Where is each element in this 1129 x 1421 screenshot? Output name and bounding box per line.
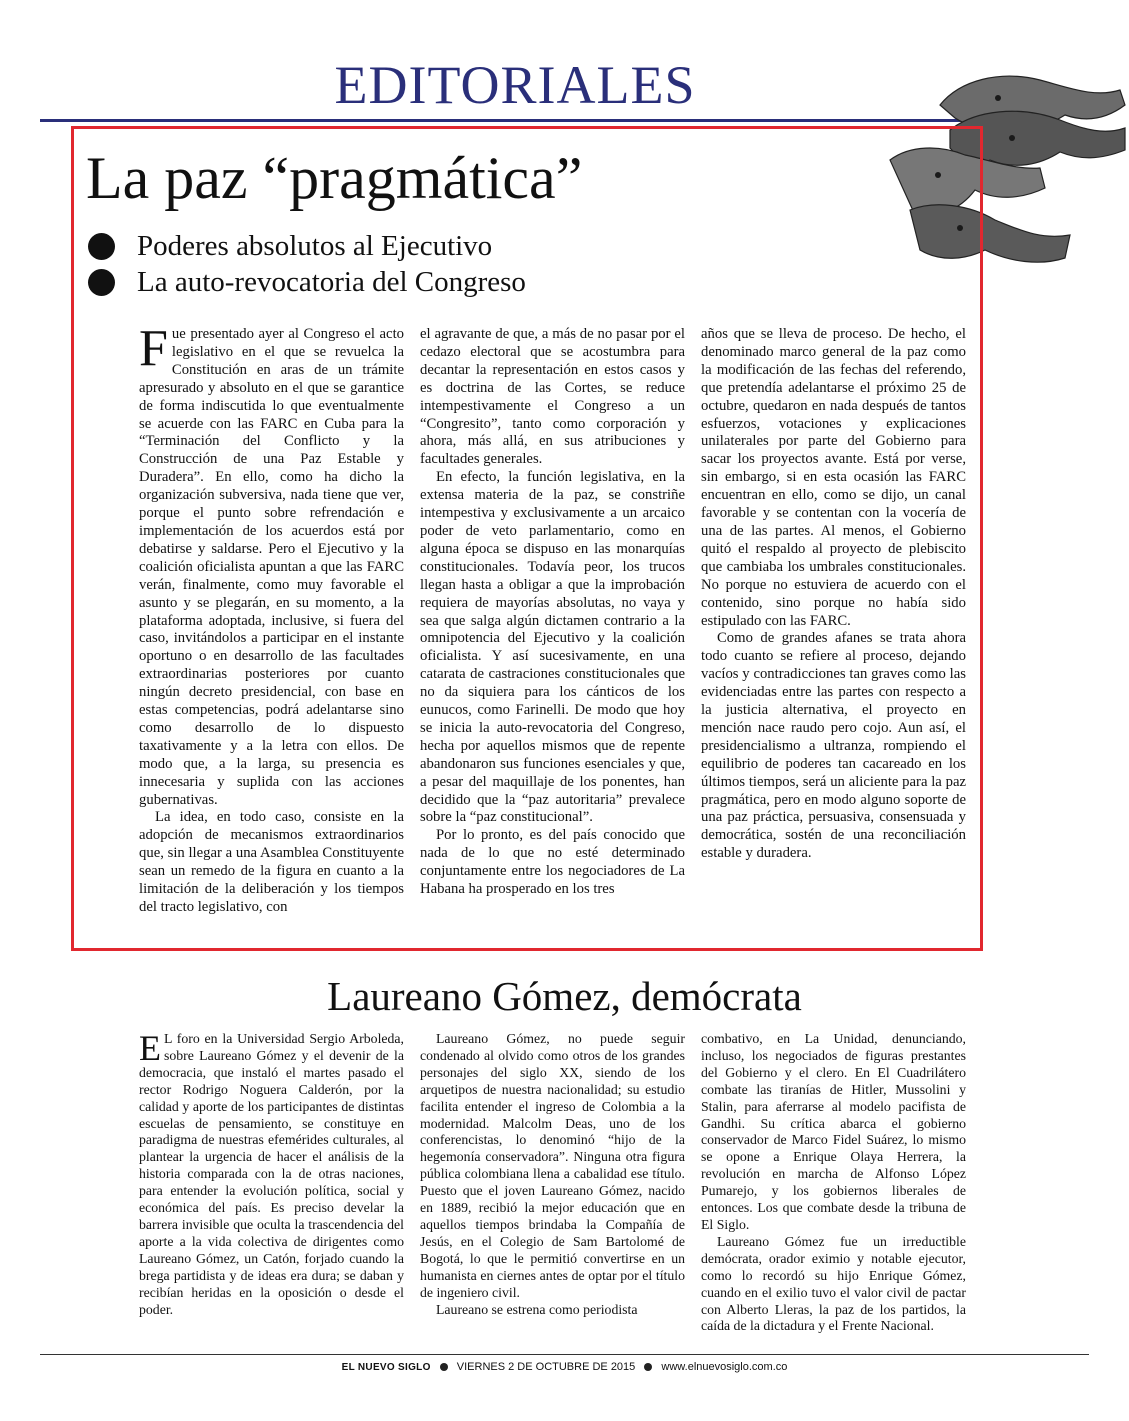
paragraph: Laureano Gómez fue un irreductible demócrata, orador eximio y notable ejecutor, como lo recordó su hijo Enrique Gómez, cuando en el exilio tuvo el valor civil de pactar con Alberto Lleras, la paz de los partidos, la caída de la dictadura y el Frente Nacional.: [701, 1233, 966, 1334]
bullet-dot-icon: [440, 1363, 448, 1371]
section-title: EDITORIALES: [334, 55, 696, 115]
paragraph: Como de grandes afanes se trata ahora todo cuanto se refiere al proceso, dejando vacíos y contradicciones tan graves como las evidenciadas entre las partes con respecto a la justicia alternativa, el proyecto en mención nace raudo pero cojo. Aun así, el presidencialismo a ultranza, rompiendo el equilibrio de poderes tan cacareado en los últimos tiempos, será un aliciente para la paz pragmática, pero en modo alguno soporte de una paz práctica, persuasiva, consensuada y democrática, sostén de una reconciliación estable y duradera.: [701, 630, 966, 862]
second-headline: Laureano Gómez, demócrata: [327, 973, 802, 1019]
bullet-dot-icon: [88, 233, 115, 260]
second-column-3: [701, 1031, 966, 1361]
editorial-bullet: [88, 264, 526, 300]
paragraph: Laureano se estrena como periodista: [436, 1301, 638, 1317]
paragraph: [139, 1028, 404, 1318]
paragraph: el agravante de que, a más de no pasar por el cedazo electoral que se acostumbra para decantar la representación en estos casos y es doctrina de las Cortes, se reduce intempestivamente el Congreso a un “Congresito”, tanto como corporación y ahora, más allá, en sus atribuciones y facultades generales.: [420, 326, 685, 468]
footer-brand: EL NUEVO SIGLO: [341, 1362, 431, 1373]
editorial-bullet: [88, 228, 492, 264]
section-divider: [40, 119, 990, 122]
second-column-1: [139, 1028, 404, 1361]
editorial-column-3: [701, 326, 966, 936]
drop-cap: F: [139, 320, 168, 377]
section-header: [40, 55, 990, 125]
editorial-column-1: [139, 320, 404, 936]
paragraph: [139, 320, 404, 809]
bullet-dot-icon: [88, 269, 115, 296]
paragraph: años que se lleva de proceso. De hecho, el denominado marco general de la paz como la modificación de las fechas del referendo, que pretendía adelantarse el próximo 25 de octubre, quedaron en nada después de tantos esfuerzos, votaciones y explicaciones unilaterales por parte del Gobierno para sacar los proyectos avante. Está por verse, sin embargo, si en esta ocasión las FARC encuentran en ello, como se dijo, un canal favorable y se contentan con la vocería de una de las partes. Al menos, el Gobierno quitó el respaldo al proyecto de plebiscito que cambiaba los umbrales constitucionales. No porque no estuviera de acuerdo con el contenido, sino porque no había sido estipulado con las FARC.: [701, 326, 966, 629]
footer-date: VIERNES 2 DE OCTUBRE DE 2015: [456, 1361, 636, 1373]
paragraph: En efecto, la función legislativa, en la extensa materia de la paz, se constriñe intempestiva y exclusivamente a un arcaico poder de veto parlamentario, como en alguna época se dispuso en las monarquías constitucionales. Todavía peor, los trucos llegan hasta a obligar a que la improbación requiera de mayorías absolutas, no vaya y sea que salga algún dictamen contrario a la omnipotencia del Ejecutivo y la coalición oficialista. Y así sucesivamente, en una catarata de castraciones constitucionales que no da siquiera para los cánticos de los eunucos, como Farinelli. De modo que hoy se inicia la auto-revocatoria del Congreso, hecha por aquellos mismos que de repente abandonaron sus funciones esenciales y que, a pesar del maquillaje de los ponentes, han decidido que la “paz autoritaria” prevalece sobre la “paz constitucional”.: [420, 469, 685, 826]
editorial-bullet-text: La auto-revocatoria del Congreso: [137, 266, 526, 298]
footer-url: www.elnuevosiglo.com.co: [661, 1361, 788, 1373]
drop-cap: E: [139, 1028, 161, 1068]
paragraph-text: L foro en la Universidad Sergio Arboleda, sobre Laureano Gómez y el devenir de la democracia, que instaló el martes pasado el rector Rodrigo Noguera Calderón, por la calidad y aporte de los participantes de distintas escuelas de pensamiento, se constituye en paradigma de nuestras efemérides culturales, al plantear la urgencia de hacer el análisis de la historia comparada con la de otras naciones, para entender la evolución política, social y económica del país. Es preciso develar la barrera invisible que oculta la trascendencia del aporte a la vida colectiva de dirigentes como Laureano Gómez, un Catón, forjado cuando la brega partidista y de ideas era dura; se daban y recibían heridas en la oposición o desde el poder.: [139, 1031, 404, 1317]
paragraph: Por lo pronto, es del país conocido que nada de lo que no esté determinado conjuntamente entre los negociadores de La Habana ha prosperado en los tres: [420, 827, 685, 898]
page-footer: [0, 1361, 1129, 1373]
editorial-column-2: [420, 326, 685, 936]
bullet-dot-icon: [644, 1363, 652, 1371]
paragraph: combativo, en La Unidad, denunciando, incluso, los negociados de figuras prestantes del Gobierno y el clero. En El Cuadrilátero combate las tiranías de Hitler, Mussolini y Stalin, para aferrarse al modelo pacifista de Gandhi. Su crítica abarca el gobierno conservador de Marco Fidel Suárez, lo mismo se opone a Enrique Olaya Herrera, la revolución en marcha de Alfonso López Pumarejo, y los gobiernos liberales de entonces. Los que combate desde la tribuna de El Siglo.: [701, 1031, 966, 1232]
editorial-headline: La paz “pragmática”: [86, 145, 583, 211]
paragraph: Laureano Gómez, no puede seguir condenado al olvido como otros de los grandes personajes del siglo XX, siendo de los arquetipos de nuestra nacionalidad; su estudio facilita entender el ingreso de Colombia a la modernidad. Malcolm Deas, uno de los conferencistas, lo denominó “hijo de la hegemonía conservadora”. Ninguna otra figura pública colombiana llena a cabalidad ese título. Puesto que el joven Laureano Gómez, nacido en 1889, recibió la mejor educación que en aquellos tiempos brindaba la Compañía de Jesús, en el Colegio de Sam Bartolomé de Bogotá, lo que le permitió convertirse en un humanista en ciernes antes de optar por el título de ingeniero civil.: [420, 1031, 685, 1300]
editorial-bullet-text: Poderes absolutos al Ejecutivo: [137, 230, 493, 262]
footer-divider: [40, 1354, 1089, 1355]
paragraph-text: ue presentado ayer al Congreso el acto legislativo en el que se revuelca la Constitución en aras de un trámite apresurado y absoluto en el que se garantice de forma indiscutida lo que eventualmente se acuerde con las FARC en Cuba para la “Terminación del Conflicto y la Construcción de una Paz Estable y Duradera”. En ello, como ha dicho la organización subversiva, nada tiene que ver, porque el punto sobre refrendación e implementación de los acuerdos está por debatirse y saldarse. Pero el Ejecutivo y la coalición oficialista apuntan a que las FARC verán, finalmente, como muy favorable el asunto y se plegarán, en su momento, a la plataforma adoptada, inclusive, si fuera del caso, invitándolos a participar en el instante oportuno o en desarrollo de las facultades extraordinarias posteriores por cuanto ningún decreto presidencial, con base en estas competencias, podrá adelantarse sino como desarrollo de lo dispuesto taxativamente y a la letra con ellos. De modo que, a la larga, su presencia es innecesaria y suplida con las acciones gubernativas.: [139, 326, 404, 808]
paragraph: La idea, en todo caso, consiste en la adopción de mecanismos extraordinarios que, sin llegar a una Asamblea Constituyente sean un remedo de la figura en cuanto a la limitación de la deliberación y los tiempos del tracto legislativo, con: [139, 809, 404, 915]
second-column-2: [420, 1031, 685, 1361]
